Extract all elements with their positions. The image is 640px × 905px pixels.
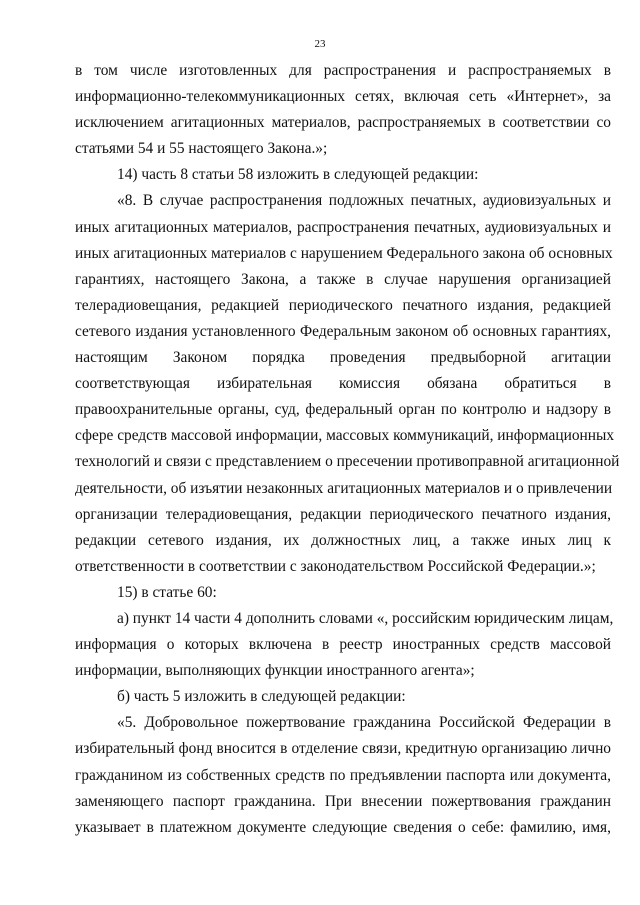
text-line: избирательный фонд вносится в отделение связи, кредитную организацию лично <box>75 740 611 758</box>
text-line: 14) часть 8 статьи 58 изложить в следующей редакции: <box>117 166 479 184</box>
text-line: информации, выполняющих функции иностранного агента»; <box>75 662 475 680</box>
text-line: правоохранительные органы, суд, федеральный орган по контролю и надзору в <box>75 401 611 419</box>
text-line: соответствующая избирательная комиссия обязана обратиться в <box>75 375 611 393</box>
text-line: 15) в статье 60: <box>117 583 217 601</box>
text-line: гарантиях, настоящего Закона, а также в случае нарушения организацией <box>75 270 611 288</box>
text-line: информационно-телекоммуникационных сетях, включая сеть «Интернет», за <box>75 88 611 106</box>
text-line: информация о которых включена в реестр иностранных средств массовой <box>75 636 611 654</box>
text-line: гражданином из собственных средств по предъявлении паспорта или документа, <box>75 766 611 784</box>
text-line: сетевого издания установленного Федеральным законом об основных гарантиях, <box>75 322 611 340</box>
text-line: редакции сетевого издания, их должностных лиц, а также иных лиц к <box>75 531 611 549</box>
text-line: указывает в платежном документе следующие сведения о себе: фамилию, имя, <box>75 818 611 836</box>
text-line: а) пункт 14 части 4 дополнить словами «, российским юридическим лицам, <box>117 609 614 627</box>
text-line: заменяющего паспорт гражданина. При внесении пожертвования гражданин <box>75 792 611 810</box>
text-line: «5. Добровольное пожертвование гражданина Российской Федерации в <box>117 714 611 732</box>
page-number: 23 <box>314 38 326 50</box>
text-line: исключением агитационных материалов, распространяемых в соответствии со <box>75 114 611 132</box>
text-line: в том числе изготовленных для распространения и распространяемых в <box>75 62 611 79</box>
text-line: сфере средств массовой информации, массовых коммуникаций, информационных <box>75 427 615 445</box>
text-line: деятельности, об изъятии незаконных агитационных материалов и о привлечении <box>75 479 613 497</box>
text-line: иных агитационных материалов, распространения печатных, аудиовизуальных и <box>75 218 611 236</box>
document-body <box>75 58 620 841</box>
text-line: организации телерадиовещания, редакции периодического печатного издания, <box>75 505 611 523</box>
text-line: «8. В случае распространения подложных печатных, аудиовизуальных и <box>117 192 611 210</box>
text-line: настоящим Законом порядка проведения предвыборной агитации <box>75 349 611 367</box>
text-line: статьями 54 и 55 настоящего Закона.»; <box>75 140 328 158</box>
text-line: телерадиовещания, редакцией периодического печатного издания, редакцией <box>75 296 611 314</box>
text-line: б) часть 5 изложить в следующей редакции: <box>117 688 406 706</box>
text-line: ответственности в соответствии с законодательством Российской Федерации.»; <box>75 557 596 575</box>
text-line: технологий и связи с представлением о пресечении противоправной агитационной <box>75 453 620 471</box>
text-line: иных агитационных материалов с нарушением Федерального закона об основных <box>75 244 613 262</box>
